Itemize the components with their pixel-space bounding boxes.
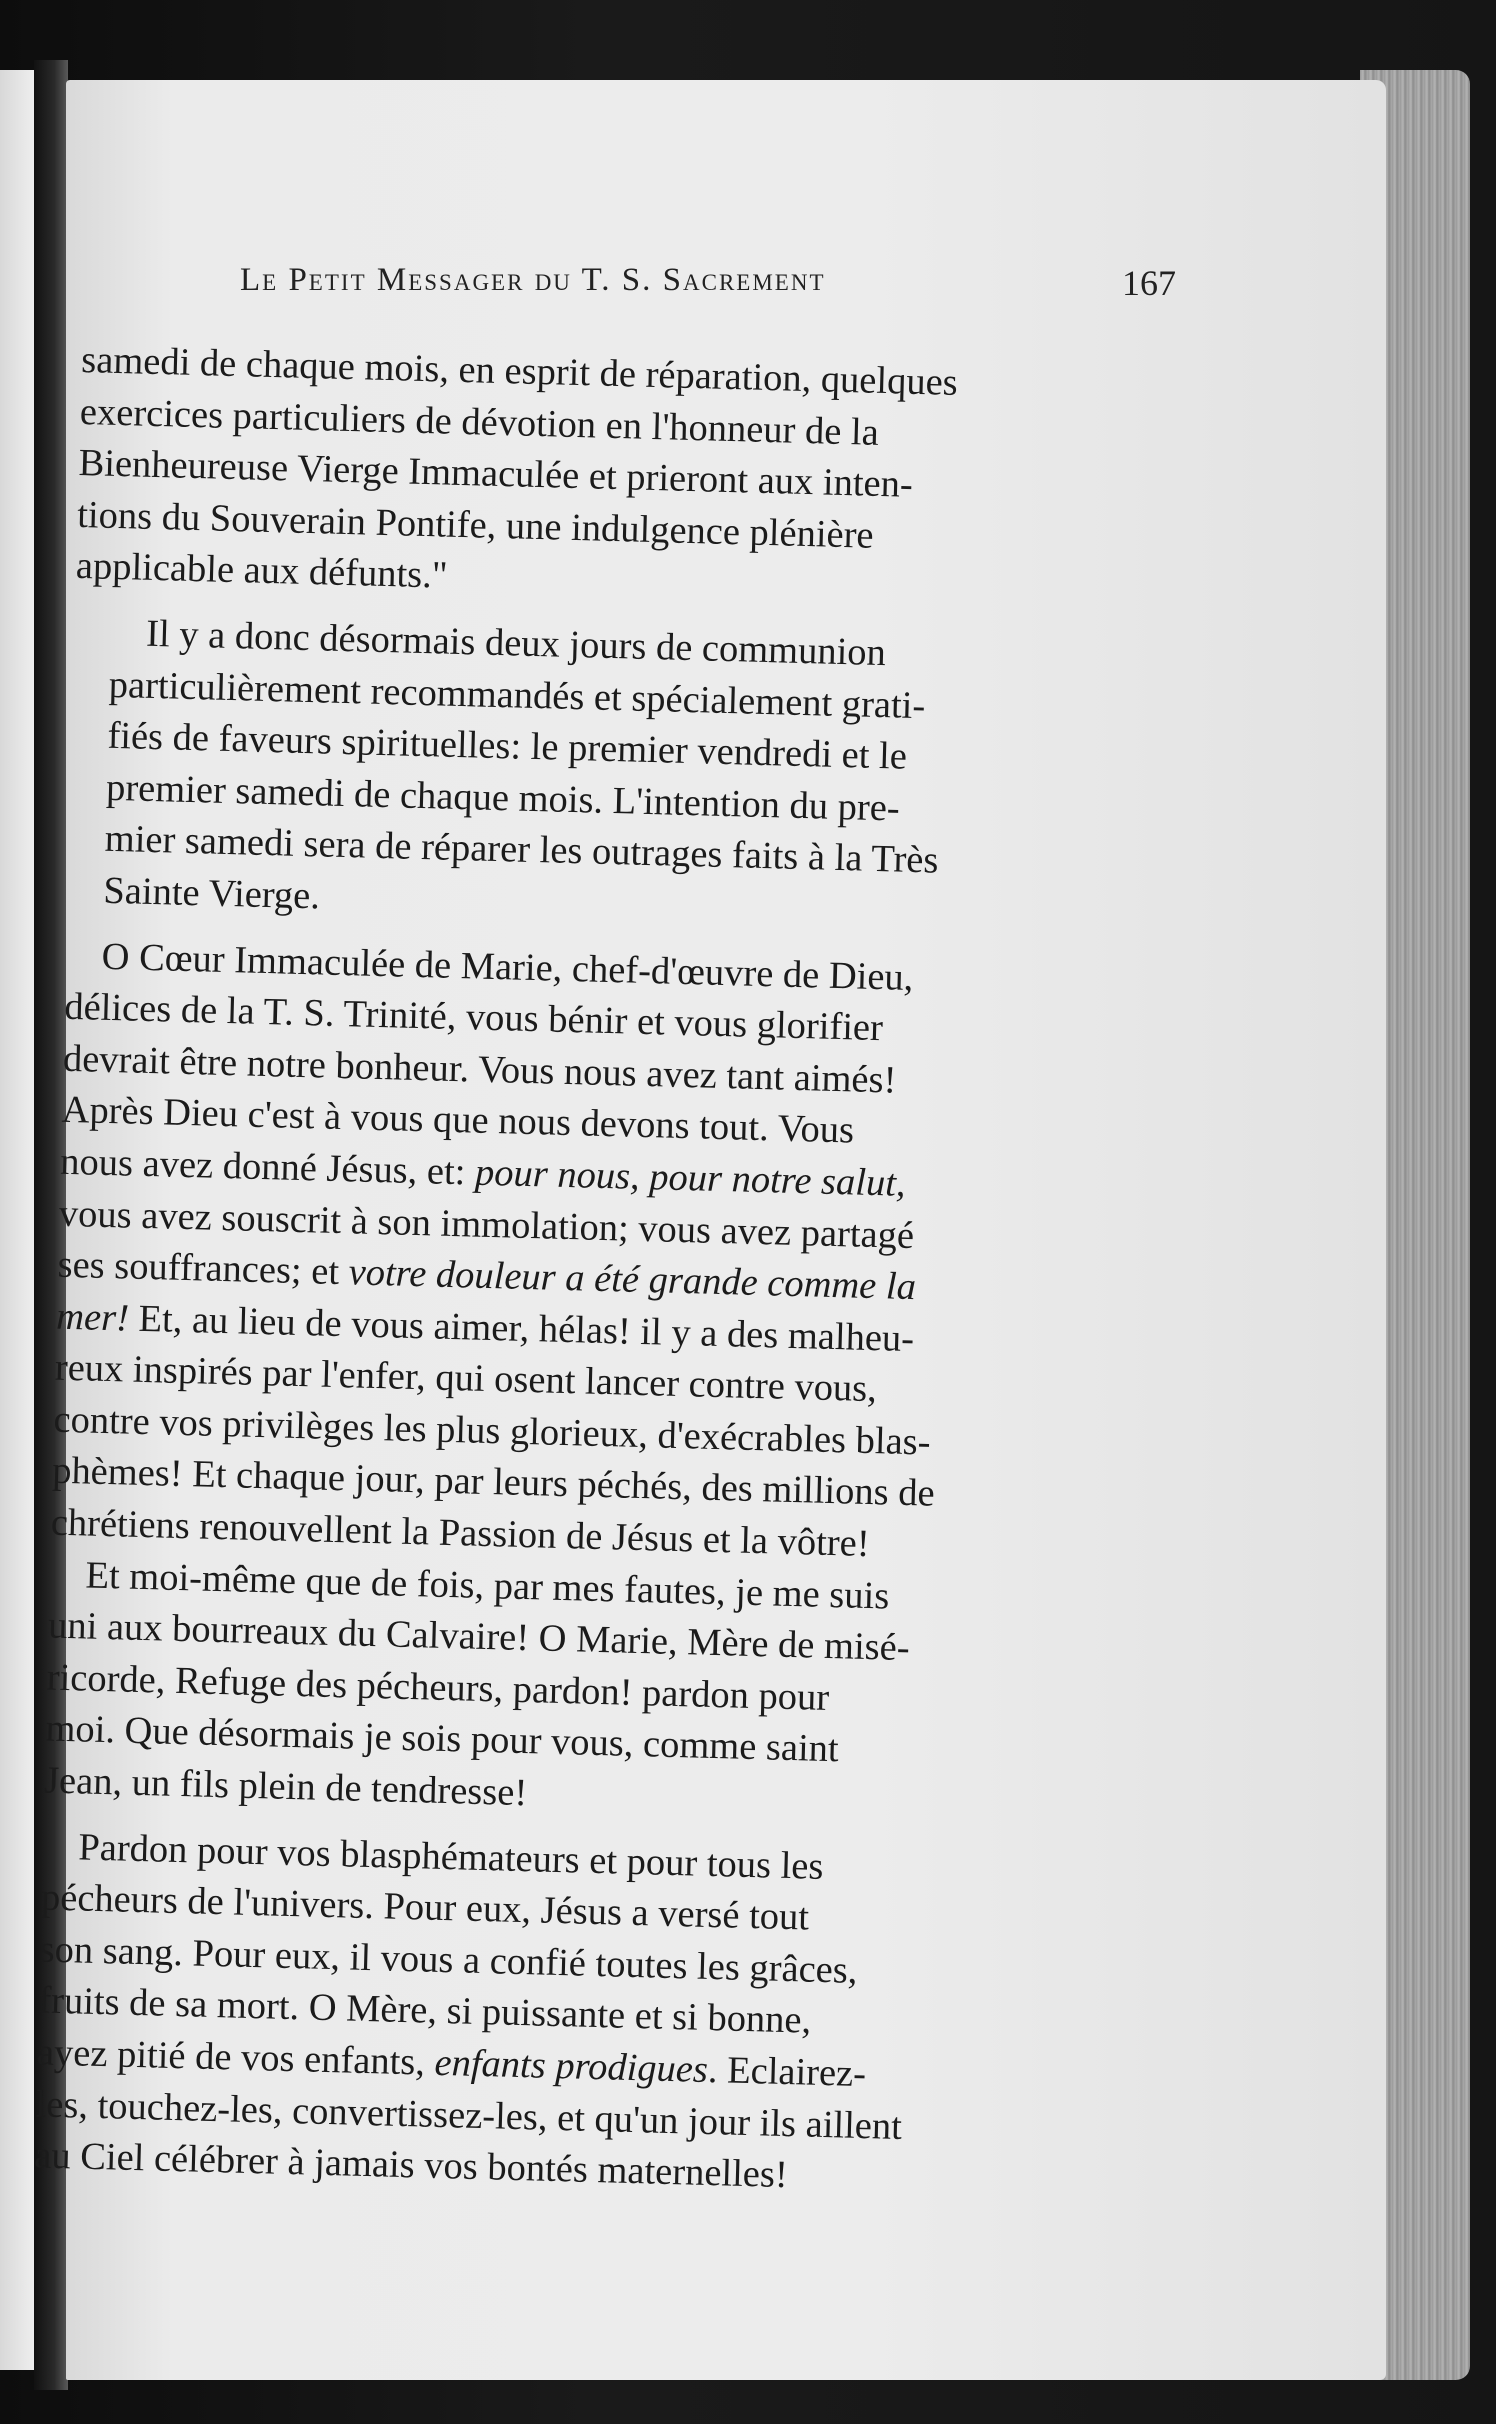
text-line: nous avez donné Jésus, et: pour nous, pour notre salut, bbox=[59, 1140, 907, 1205]
previous-page-edge bbox=[0, 70, 34, 2370]
text-line: Jean, un fils plein de tendresse! bbox=[43, 1759, 528, 1815]
text-line: ayez pitié de vos enfants, enfants prodigues. Eclairez- bbox=[36, 2031, 867, 2096]
text-line: premier samedi de chaque mois. L'intention du pre- bbox=[105, 766, 901, 830]
text-line: délices de la T. S. Trinité, vous bénir et vous glorifier bbox=[63, 985, 884, 1050]
text-line: Après Dieu c'est à vous que nous devons tout. Vous bbox=[61, 1089, 855, 1152]
text-line: Pardon pour vos blasphémateurs et pour tous les bbox=[77, 1826, 824, 1888]
text-line: vous avez souscrit à son immolation; vous avez partagé bbox=[58, 1192, 915, 1257]
text-line: tions du Souverain Pontife, une indulgence plénière bbox=[76, 493, 875, 557]
paragraph-5 bbox=[34, 1821, 1133, 2211]
text-line: son sang. Pour eux, il vous a confié toutes les grâces, bbox=[39, 1928, 858, 1992]
page-body bbox=[34, 335, 1172, 2211]
text-line: chrétiens renouvellent la Passion de Jésus et la vôtre! bbox=[50, 1501, 871, 1566]
text-line: fruits de sa mort. O Mère, si puissante et si bonne, bbox=[37, 1979, 812, 2043]
text-line: applicable aux défunts." bbox=[75, 545, 449, 598]
paragraph-3 bbox=[50, 930, 1156, 1577]
text-line: reux inspirés par l'enfer, qui osent lancer contre vous, bbox=[54, 1346, 878, 1411]
text-line: contre vos privilèges les plus glorieux, d'exécrables blas- bbox=[53, 1398, 932, 1464]
text-line: samedi de chaque mois, en esprit de réparation, quelques bbox=[80, 338, 959, 404]
text-line: Sainte Vierge. bbox=[102, 869, 321, 918]
text-line: devrait être notre bonheur. Vous nous avez tant aimés! bbox=[62, 1037, 897, 1102]
paragraph-1 bbox=[75, 335, 1171, 621]
running-header: Le Petit Messager du T. S. Sacrement bbox=[240, 262, 826, 298]
text-line: ses souffrances; et votre douleur a été grande comme la bbox=[57, 1243, 917, 1309]
paragraph-4 bbox=[43, 1549, 1139, 1835]
text-line: fiés de faveurs spirituelles: le premier vendredi et le bbox=[106, 714, 908, 778]
text-line: phèmes! Et chaque jour, par leurs péchés, des millions de bbox=[51, 1450, 936, 1516]
text-line: au Ciel célébrer à jamais vos bontés maternelles! bbox=[33, 2134, 789, 2197]
text-line: Bienheureuse Vierge Immaculée et prieront aux inten- bbox=[78, 442, 914, 506]
text-line: exercices particuliers de dévotion en l'honneur de la bbox=[79, 390, 880, 454]
text-line: les, touchez-les, convertissez-les, et qu'un jour ils aillent bbox=[35, 2082, 903, 2148]
text-line: mer! Et, au lieu de vous aimer, hélas! il y a des malheu- bbox=[55, 1295, 915, 1360]
text-line: particulièrement recommandés et spécialement grati- bbox=[108, 663, 926, 727]
text-line: O Cœur Immaculée de Marie, chef-d'œuvre de Dieu, bbox=[101, 935, 914, 999]
text-line: uni aux bourreaux du Calvaire! O Marie, Mère de misé- bbox=[47, 1604, 911, 1670]
text-line: pécheurs de l'univers. Pour eux, Jésus a versé tout bbox=[40, 1876, 810, 1939]
text-line: Et moi-même que de fois, par mes fautes, je me suis bbox=[84, 1554, 890, 1618]
paragraph-2 bbox=[67, 607, 1165, 945]
text-line: moi. Que désormais je sois pour vous, comme saint bbox=[44, 1707, 840, 1771]
text-line: Il y a donc désormais deux jours de communion bbox=[145, 612, 887, 675]
text-line: mier samedi sera de réparer les outrages faits à la Très bbox=[104, 818, 939, 882]
page-number: 167 bbox=[1122, 263, 1176, 303]
text-line: ricorde, Refuge des pécheurs, pardon! pardon pour bbox=[46, 1656, 830, 1719]
